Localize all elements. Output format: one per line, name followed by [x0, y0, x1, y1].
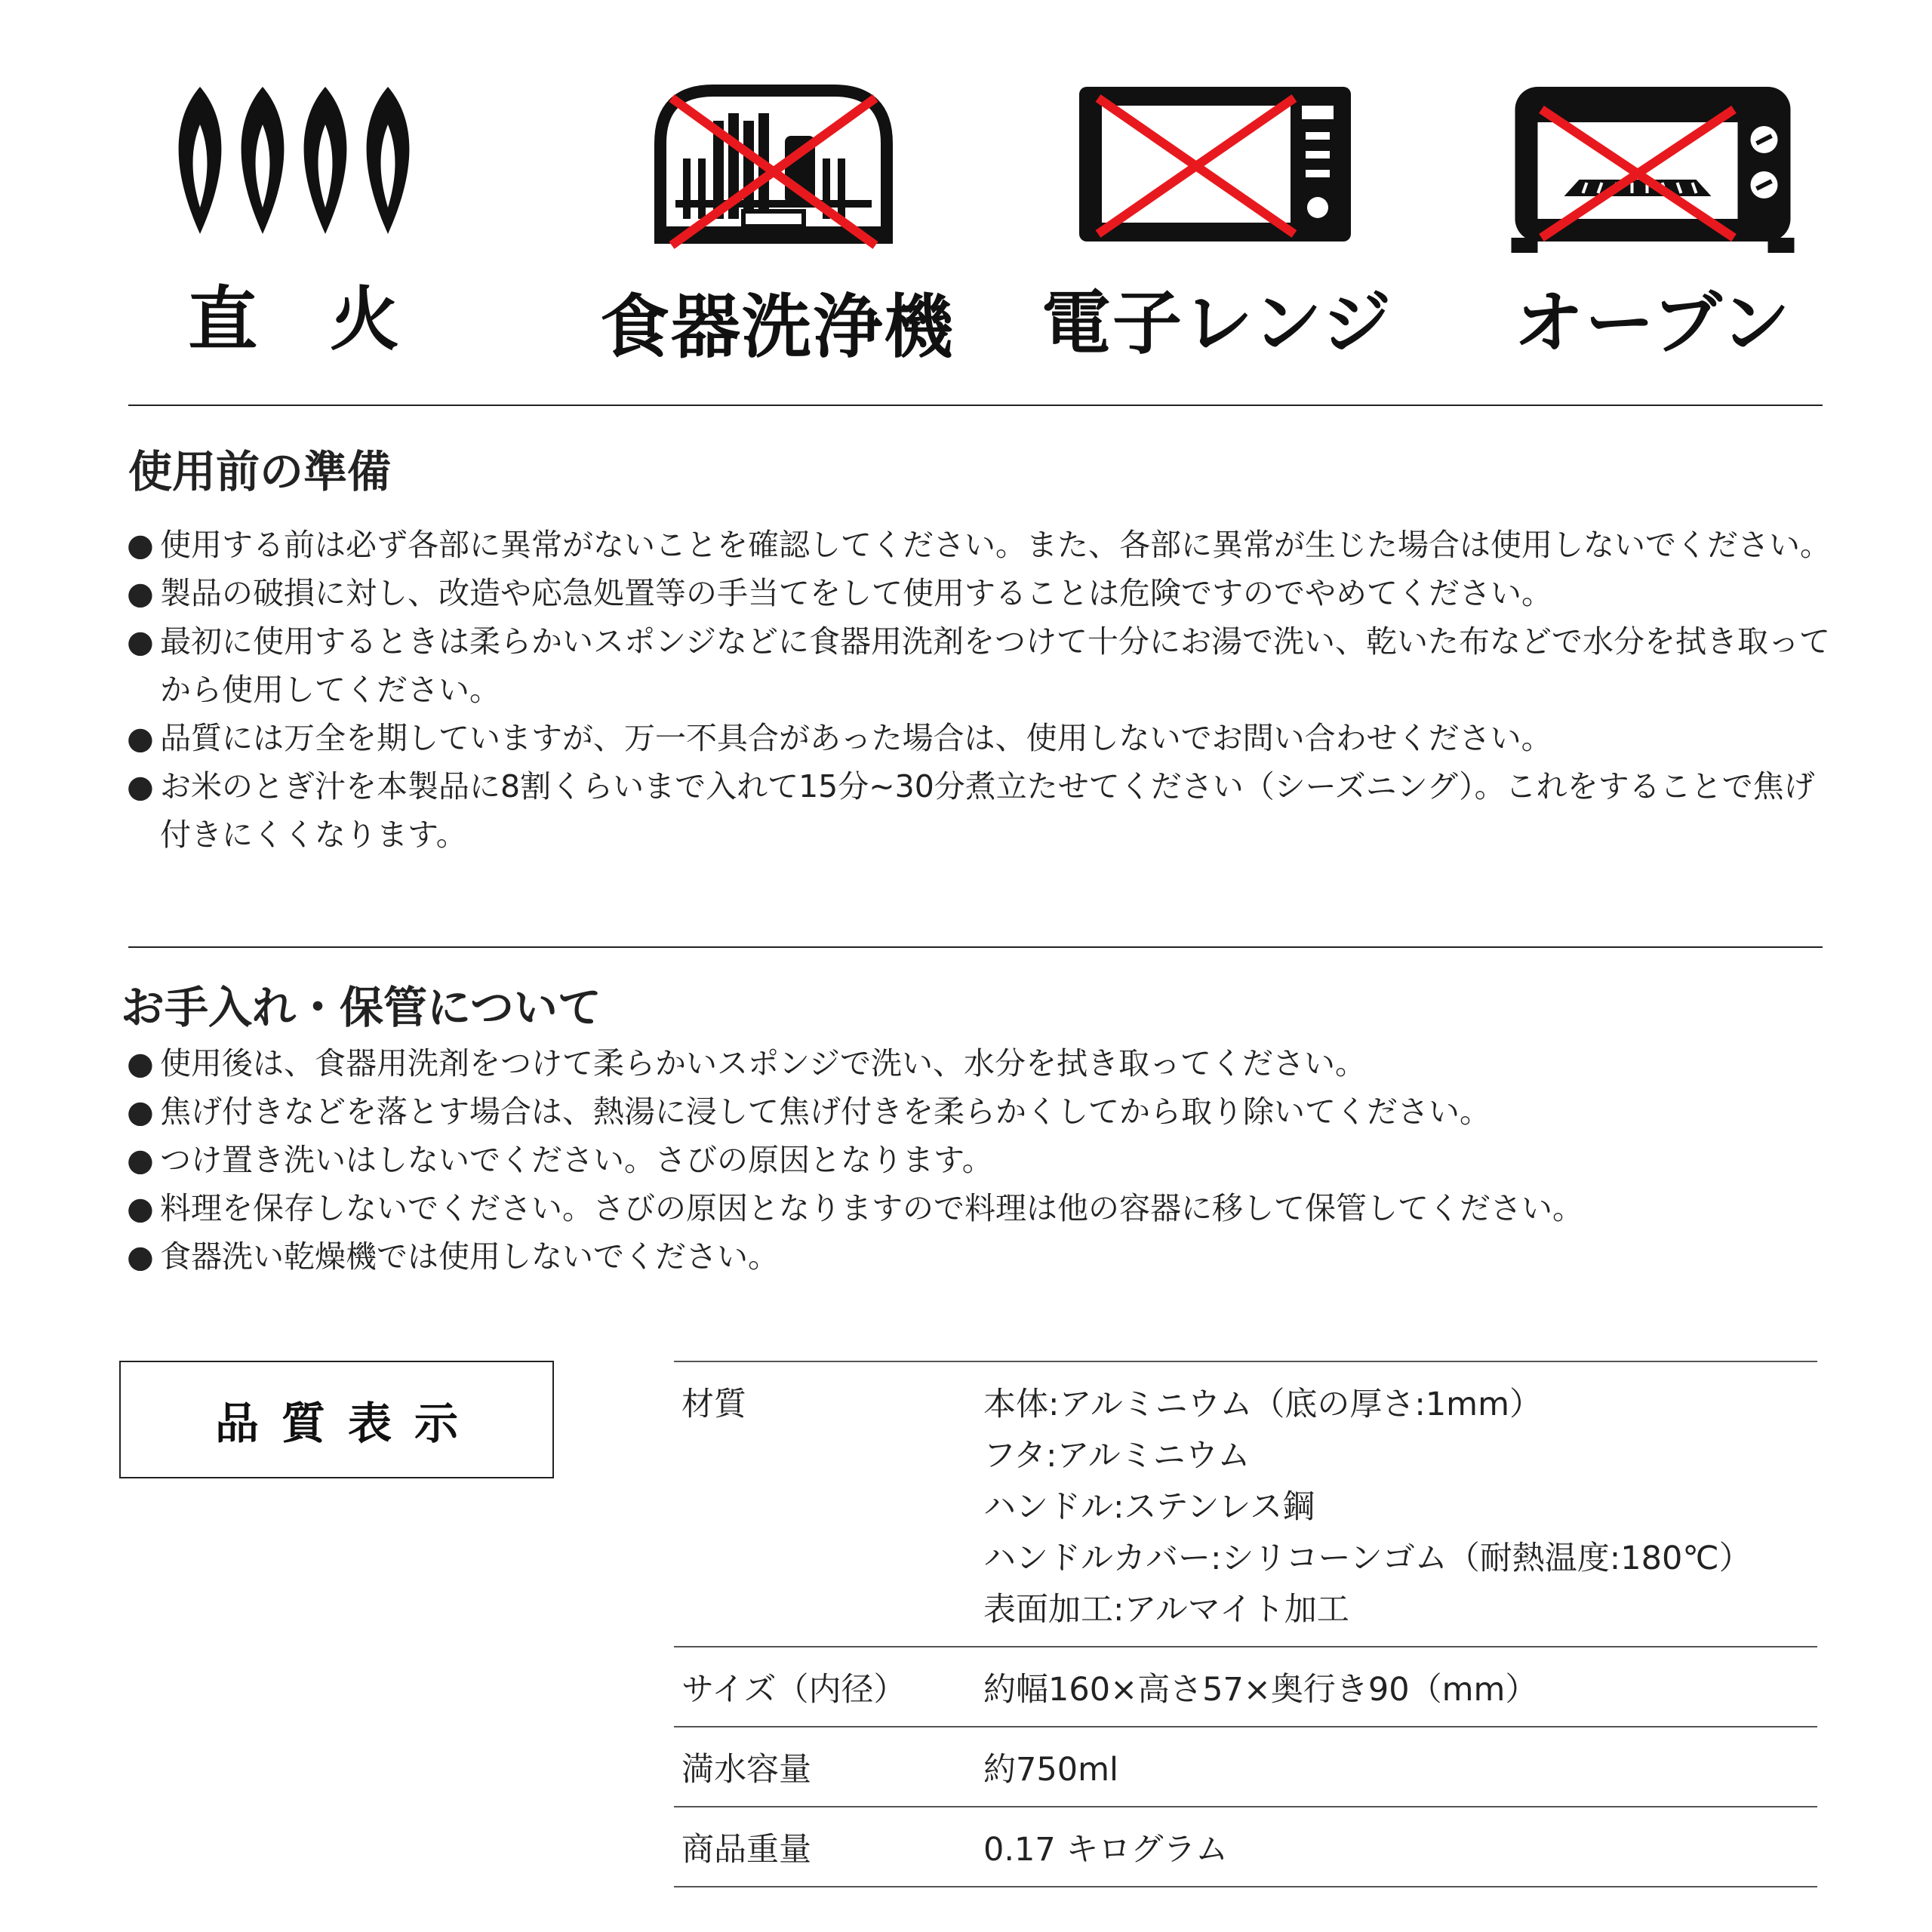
label-direct-fire: 直 火	[187, 279, 401, 360]
spec-value-line: 表面加工:アルマイト加工	[983, 1591, 1349, 1629]
spec-value	[983, 1807, 1817, 1887]
icon-cell-microwave	[1041, 83, 1393, 364]
label-microwave: 電子レンジ	[1041, 283, 1393, 364]
quality-title: 品質表示	[214, 1398, 481, 1449]
usage-icons	[0, 0, 1932, 368]
spec-value-line: フタ:アルミニウム	[983, 1437, 1251, 1475]
label-oven: オーブン	[1514, 283, 1792, 364]
care-title: お手入れ・保管について	[121, 982, 601, 1033]
prep-item: ● 最初に使用するときは柔らかいスポンジなどに食器用洗剤をつけて十分にお湯で洗い、乾いた布などで水分を拭き取ってから使用してください。	[127, 617, 1832, 714]
prep-item: ● 製品の破損に対し、改造や応急処置等の手当てをして使用することは危険ですのでやめてください。	[127, 569, 1832, 617]
spec-value	[983, 1361, 1817, 1647]
divider-middle	[128, 946, 1823, 948]
flame-icon	[170, 83, 419, 238]
spec-key: 満水容量	[674, 1727, 983, 1807]
spec-key: 材質	[674, 1361, 983, 1647]
prep-item: ● 品質には万全を期していますが、万一不具合があった場合は、使用しないでお問い合わせください。	[127, 714, 1832, 762]
care-list	[127, 1039, 1832, 1281]
oven-prohibited-icon	[1512, 83, 1795, 253]
spec-key: サイズ（内径）	[674, 1647, 983, 1727]
table-row	[674, 1807, 1817, 1887]
prep-item: ● 使用する前は必ず各部に異常がないことを確認してください。また、各部に異常が生じた場合は使用しないでください。	[127, 521, 1832, 569]
care-item: ● 食器洗い乾燥機では使用しないでください。	[127, 1232, 1832, 1281]
dishwasher-prohibited-icon	[653, 83, 894, 253]
spec-key: 商品重量	[674, 1807, 983, 1887]
table-row	[674, 1361, 1817, 1647]
spec-table	[674, 1361, 1817, 1887]
divider-top	[128, 405, 1823, 406]
spec-value	[983, 1727, 1817, 1807]
care-item: ● 使用後は、食器用洗剤をつけて柔らかいスポンジで洗い、水分を拭き取ってください。	[127, 1039, 1832, 1088]
spec-value-line: 0.17 キログラム	[983, 1831, 1228, 1869]
prep-list	[127, 521, 1832, 859]
care-item: ● 料理を保存しないでください。さびの原因となりますので料理は他の容器に移して保管してください。	[127, 1184, 1832, 1232]
spec-value-line: 約幅160×高さ57×奥行き90（mm）	[983, 1671, 1538, 1709]
care-item: ● つけ置き洗いはしないでください。さびの原因となります。	[127, 1136, 1832, 1184]
icon-cell-oven	[1479, 83, 1826, 362]
spec-value-line: ハンドル:ステンレス鋼	[983, 1488, 1315, 1526]
icon-cell-direct-fire	[121, 83, 468, 362]
prep-item: ● お米のとぎ汁を本製品に8割くらいまで入れて15分~30分煮立たせてください（シーズニング）。これをすることで焦げ付きにくくなります。	[127, 762, 1832, 859]
table-row	[674, 1647, 1817, 1727]
spec-value-line: 約750ml	[983, 1751, 1118, 1789]
icon-cell-dishwasher	[600, 83, 955, 368]
microwave-prohibited-icon	[1075, 83, 1355, 245]
spec-value-line: 本体:アルミニウム（底の厚さ:1mm）	[983, 1386, 1542, 1423]
quality-label-box	[119, 1361, 554, 1478]
care-item: ● 焦げ付きなどを落とす場合は、熱湯に浸して焦げ付きを柔らかくしてから取り除いてください。	[127, 1088, 1832, 1136]
prep-title: 使用前の準備	[128, 446, 392, 497]
spec-value-line: ハンドルカバー:シリコーンゴム（耐熱温度:180℃）	[983, 1540, 1752, 1577]
label-dishwasher: 食器洗浄機	[600, 287, 955, 368]
spec-value	[983, 1647, 1817, 1727]
table-row	[674, 1727, 1817, 1807]
